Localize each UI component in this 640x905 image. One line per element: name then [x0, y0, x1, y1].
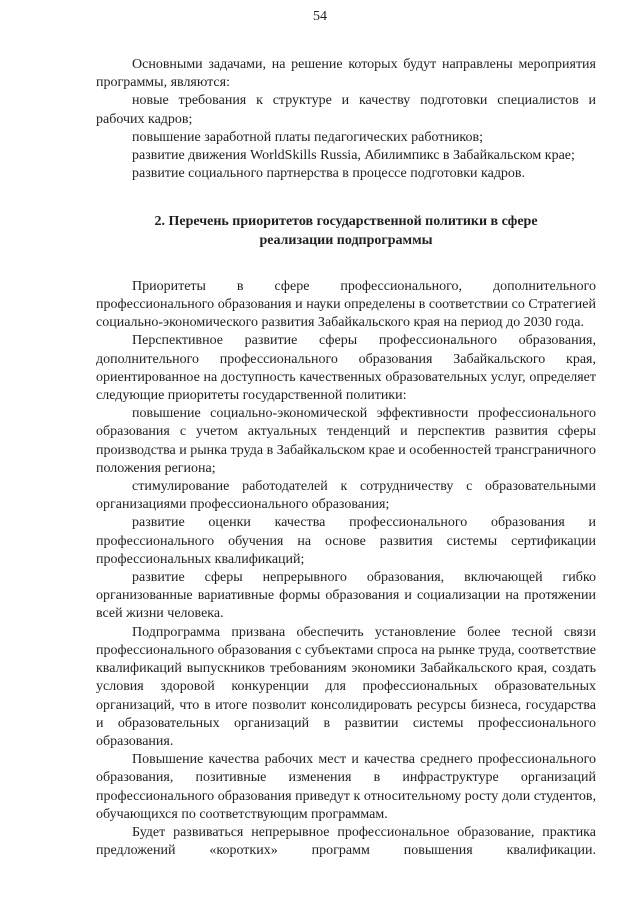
page-number: 54	[313, 9, 327, 24]
section-heading	[96, 213, 596, 249]
body-paragraph-3: повышение социально-экономической эффективности профессионального образования с учетом актуальных тенденций и перспектив развития сферы производства и рынка труда в Забайкальском крае и особенностей трансграничного положения региона;	[96, 406, 596, 476]
body-paragraph-6: развитие сферы непрерывного образования, включающей гибко организованные вариативные формы образования и социализации на протяжении всей жизни человека.	[96, 570, 596, 622]
intro-paragraph-5: развитие социального партнерства в процессе подготовки кадров.	[132, 166, 526, 182]
intro-paragraph-1: Основными задачами, на решение которых будут направлены мероприятия программы, являются:	[96, 57, 596, 91]
intro-paragraph-3: повышение заработной платы педагогических работников;	[132, 129, 483, 145]
body-paragraph-5: развитие оценки качества профессионального образования и профессионального обучения на основе развития системы сертификации профессиональных квалификаций;	[96, 515, 596, 567]
body-paragraph-9: Будет развиваться непрерывное профессиональное образование, практика предложений «коротких» программ повышения квалификации.	[96, 824, 596, 859]
body-paragraph-7: Подпрограмма призвана обеспечить установление более тесной связи профессионального образования с субъектами спроса на рынке труда, соответствие квалификаций выпускников требованиям экономики Забайкальского края, создать условия здоровой конкуренции для профессиональных образовательных организаций, что в итоге позволит консолидировать ресурсы бизнеса, государства и образовательных организаций в развитии системы профессионального образования.	[96, 624, 596, 749]
document-body	[96, 56, 596, 860]
intro-paragraph-2: новые требования к структуре и качеству подготовки специалистов и рабочих кадров;	[96, 93, 596, 127]
body-paragraph-4: стимулирование работодателей к сотрудничеству с образовательными организациями профессионального образования;	[96, 479, 596, 513]
body-paragraph-1: Приоритеты в сфере профессионального, дополнительного профессионального образования и науки определены в соответствии со Стратегией социально-экономического развития Забайкальского края на период до 2030 года.	[96, 278, 596, 331]
body-paragraph-2: Перспективное развитие сферы профессионального образования, дополнительного профессионального образования Забайкальского края, ориентированное на доступность качественных образовательных услуг, определяет следующие приоритеты государственной политики:	[96, 333, 596, 404]
body-paragraph-8: Повышение качества рабочих мест и качества среднего профессионального образования, позитивные изменения в инфраструктуре организаций профессионального образования приведут к относительному росту доли студентов, обучающихся по соответствующим программам.	[96, 752, 596, 822]
intro-paragraph-4: развитие движения WorldSkills Russia, Абилимпикс в Забайкальском крае;	[132, 148, 575, 164]
section-heading-line-2: реализации подпрограммы	[259, 232, 433, 248]
section-heading-line-1: 2. Перечень приоритетов государственной политики в сфере	[154, 214, 538, 230]
